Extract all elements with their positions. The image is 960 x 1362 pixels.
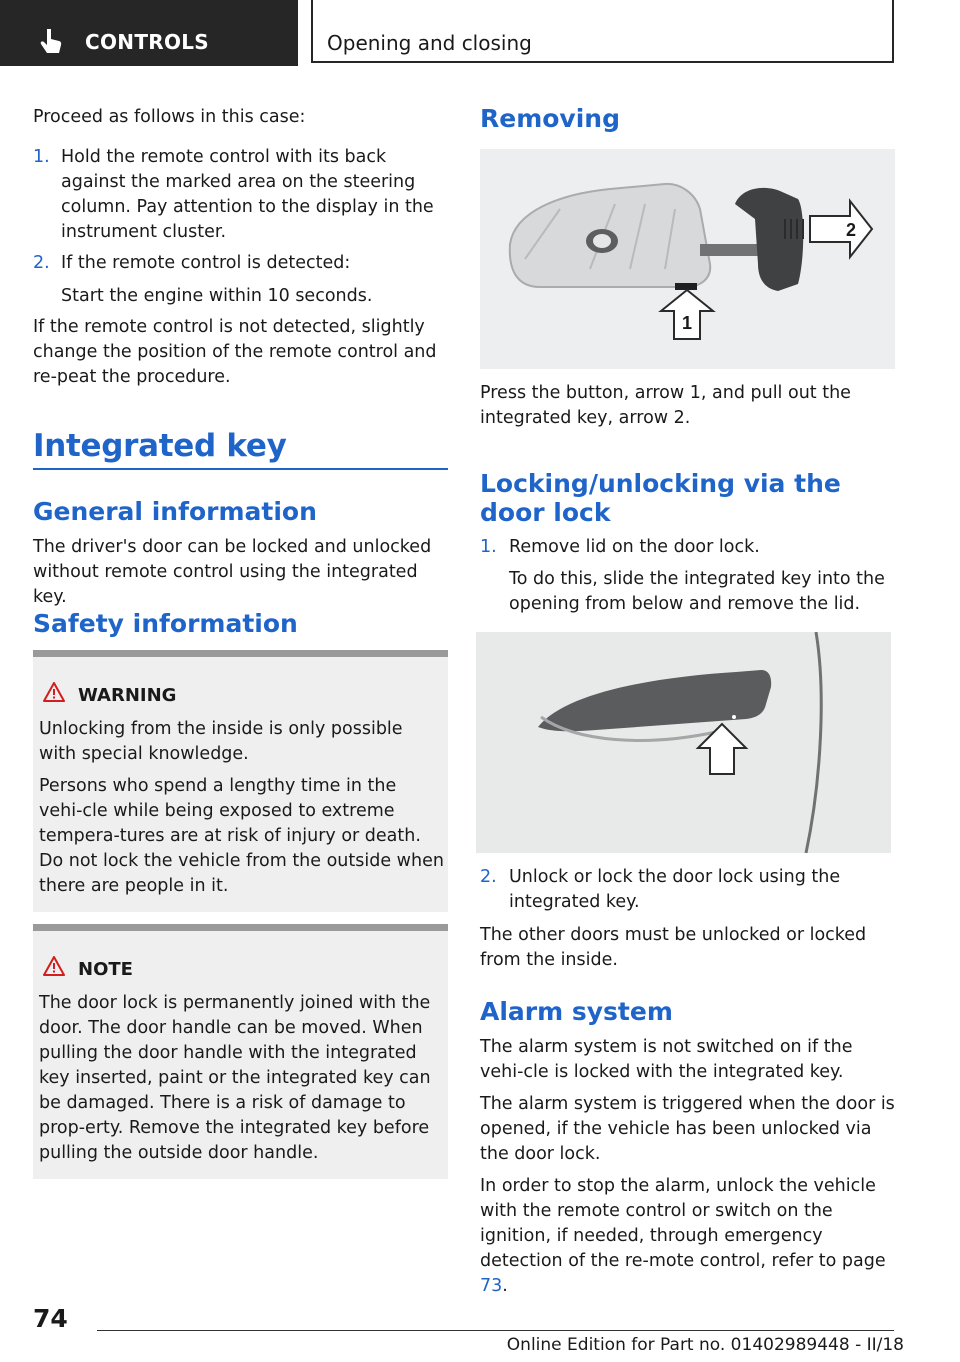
paragraph-text: .: [502, 1276, 508, 1296]
warning-title: WARNING: [78, 685, 177, 706]
chapter-title: Opening and closing: [327, 31, 532, 55]
heading-alarm-system: Alarm system: [480, 997, 673, 1026]
key-removal-illustration: [480, 149, 895, 369]
intro-text: Proceed as follows in this case:: [33, 107, 306, 127]
paragraph: The other doors must be unlocked or locked from the inside.: [480, 925, 867, 970]
paragraph: The alarm system is triggered when the door is opened, if the vehicle has been unlocked via the door lock.: [480, 1094, 895, 1164]
footer-rule: [97, 1330, 894, 1331]
step-text: Unlock or lock the door lock using the integrated key.: [509, 867, 841, 912]
paragraph-text: In order to stop the alarm, unlock the vehicle with the remote control or switch on the ignition, if needed, through emergency detection of the re-mote control, refer to page: [480, 1176, 886, 1271]
key-fob-figure: [480, 149, 895, 369]
note-title: NOTE: [78, 959, 133, 980]
step-text: Remove lid on the door lock.: [509, 537, 760, 557]
step-text: Hold the remote control with its back against the marked area on the steering column. Pay attention to the display in the instrument cluster.: [61, 147, 434, 242]
paragraph: If the remote control is not detected, slightly change the position of the remote control and re-peat the procedure.: [33, 317, 437, 387]
heading-general-information: General information: [33, 497, 317, 526]
paragraph: Press the button, arrow 1, and pull out the integrated key, arrow 2.: [480, 383, 851, 428]
hand-pointer-icon: [40, 27, 62, 55]
page-link[interactable]: 73: [480, 1276, 503, 1296]
section-tab: [0, 0, 298, 66]
chapter-tab: [311, 0, 894, 63]
paragraph: [480, 1174, 895, 1299]
door-handle-figure: [476, 632, 891, 853]
step-subtext: To do this, slide the integrated key into the opening from below and remove the lid.: [509, 569, 885, 614]
warning-box: [33, 650, 448, 912]
heading-integrated-key: Integrated key: [33, 428, 287, 464]
heading-safety-information: Safety information: [33, 609, 298, 638]
heading-rule: [33, 468, 448, 470]
paragraph: The driver's door can be locked and unlocked without remote control using the integrated key.: [33, 537, 432, 607]
heading-removing: Removing: [480, 104, 620, 133]
step-text: If the remote control is detected:: [61, 253, 351, 273]
warning-triangle-icon: [43, 956, 65, 976]
step-subtext: Start the engine within 10 seconds.: [61, 286, 373, 306]
step-number: 2.: [33, 253, 50, 273]
arrow-label-2: 2: [845, 220, 857, 240]
warning-text: Persons who spend a lengthy time in the vehi-cle while being exposed to extreme tempera-tures are at risk of injury or death. Do not lock the vehicle from the outside when there are people in it.: [39, 776, 444, 896]
heading-locking-unlocking: Locking/unlocking via the door lock: [480, 469, 841, 527]
section-title: CONTROLS: [85, 30, 210, 54]
step-number: 1.: [480, 537, 497, 557]
note-text: The door lock is permanently joined with the door. The door handle can be moved. When pulling the door handle with the integrated key inserted, paint or the integrated key can be damaged. There is a risk of damage to prop-erty. Remove the integrated key before pulling the outside door handle.: [39, 993, 431, 1163]
page-number: 74: [33, 1304, 68, 1333]
arrow-label-1: 1: [681, 313, 693, 333]
step-number: 1.: [33, 147, 50, 167]
paragraph: The alarm system is not switched on if the vehi-cle is locked with the integrated key.: [480, 1037, 853, 1082]
note-box: [33, 924, 448, 1179]
door-lock-illustration: [476, 632, 891, 853]
step-number: 2.: [480, 867, 497, 887]
warning-text: Unlocking from the inside is only possible with special knowledge.: [39, 719, 403, 764]
warning-triangle-icon: [43, 682, 65, 702]
footer-edition: Online Edition for Part no. 01402989448 - II/18: [506, 1335, 904, 1355]
